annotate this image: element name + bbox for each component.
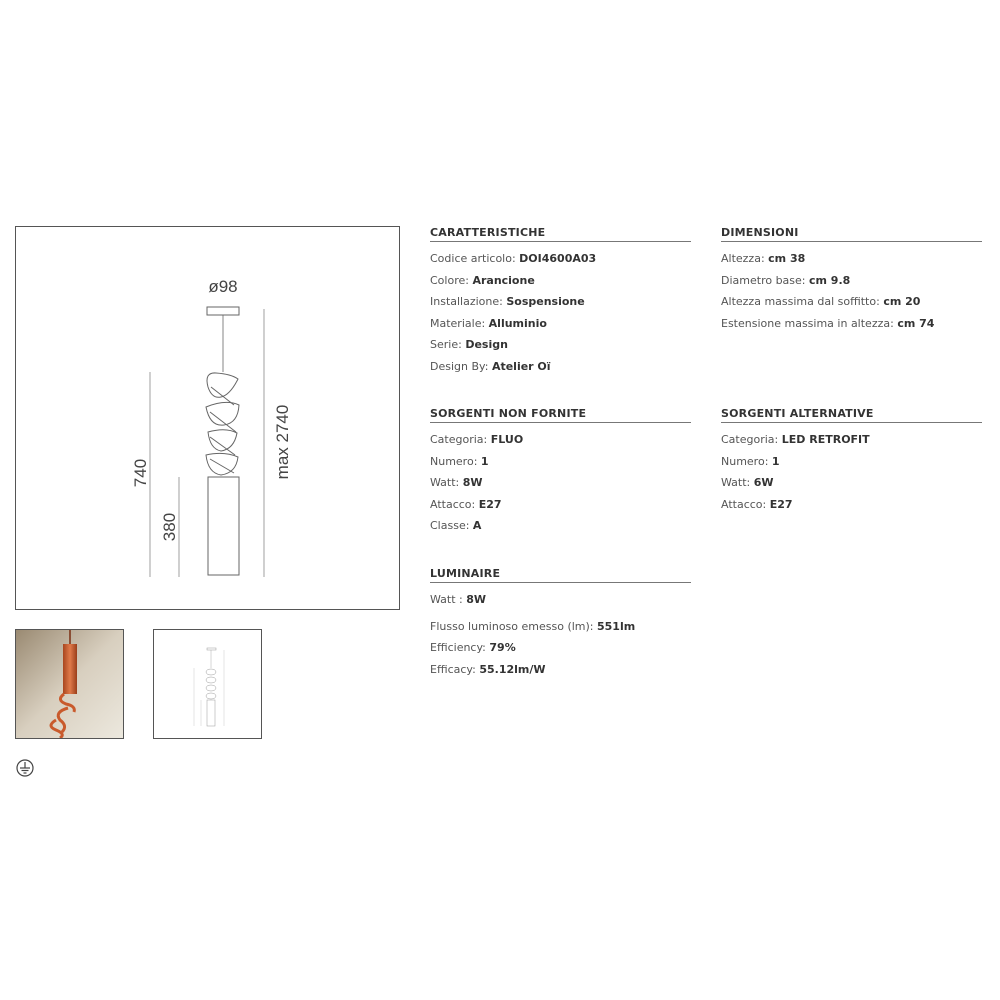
ground-symbol-icon (15, 758, 35, 778)
section-dimensioni (721, 226, 982, 334)
spec-value: cm 38 (768, 252, 806, 265)
section-title-luminaire: LUMINAIRE (430, 567, 691, 583)
spec-row-colore (430, 270, 691, 292)
section-luminaire (430, 567, 691, 680)
spec-row-numero (430, 451, 691, 473)
spec-value: E27 (478, 497, 502, 511)
spec-row-attacco (721, 494, 982, 516)
spec-label: Colore: (430, 273, 473, 287)
spec-row-numero (721, 451, 982, 473)
cylinder-body-shape (208, 477, 239, 575)
product-photo-thumbnail[interactable] (15, 629, 124, 739)
height-max-label: max 2740 (273, 404, 292, 480)
spec-label: Attacco: (721, 497, 770, 511)
spec-row-altezza-max (721, 291, 982, 313)
spec-row-diametro (721, 270, 982, 292)
spec-value: LED RETROFIT (781, 433, 870, 446)
spec-label: Flusso luminoso emesso (lm): (430, 619, 597, 633)
product-photo-svg (16, 630, 123, 738)
spec-value: 79% (489, 641, 516, 654)
spec-value: E27 (769, 497, 793, 511)
spec-value: FLUO (490, 433, 524, 446)
spec-row-materiale (430, 313, 691, 335)
spec-value: Alluminio (488, 316, 547, 330)
spec-value: Sospensione (506, 295, 585, 308)
spec-row-categoria (430, 429, 691, 451)
canopy-shape (207, 307, 239, 315)
spec-label: Watt: (721, 476, 754, 489)
section-title-sorgenti-alternative: SORGENTI ALTERNATIVE (721, 407, 982, 423)
spec-row-efficacy (430, 659, 691, 681)
spec-row-efficiency (430, 637, 691, 659)
drawing-thumbnail-svg (154, 630, 261, 738)
spec-label: Estensione massima in altezza: (721, 316, 898, 330)
spec-row-watt (430, 472, 691, 494)
spec-row-estensione (721, 313, 982, 335)
spec-label: Numero: (721, 454, 772, 468)
spec-label: Design By: (430, 359, 492, 373)
section-title-caratteristiche: CARATTERISTICHE (430, 226, 691, 242)
spec-value: 55.12lm/W (479, 662, 546, 676)
spec-value: 8W (462, 476, 483, 489)
spec-row-codice (430, 248, 691, 270)
spec-value: DOI4600A03 (519, 252, 597, 265)
spec-row-altezza (721, 248, 982, 270)
spec-row-watt (430, 589, 691, 611)
spec-row-serie (430, 334, 691, 356)
spec-value: 8W (466, 593, 487, 606)
section-caratteristiche (430, 226, 691, 377)
spec-label: Materiale: (430, 316, 489, 330)
spec-row-classe (430, 515, 691, 537)
spec-value: cm 20 (883, 295, 921, 308)
spiral-ribbon-shape (206, 373, 239, 475)
spec-value: 6W (753, 476, 774, 489)
spec-label: Altezza massima dal soffitto: (721, 295, 884, 308)
spec-label: Installazione: (430, 295, 507, 308)
spec-value: Design (465, 338, 508, 351)
technical-drawing (15, 226, 400, 610)
spec-row-watt (721, 472, 982, 494)
dimension-drawing-svg (16, 227, 399, 609)
section-sorgenti-non-fornite (430, 407, 691, 537)
spec-label: Codice articolo: (430, 252, 520, 265)
spec-label: Diametro base: (721, 273, 809, 287)
spec-value: 551lm (597, 619, 636, 633)
spec-label: Watt : (430, 593, 467, 606)
spec-value: 1 (480, 454, 489, 468)
section-title-sorgenti-non-fornite: SORGENTI NON FORNITE (430, 407, 691, 423)
section-title-dimensioni: DIMENSIONI (721, 226, 982, 242)
height-total-label: 740 (131, 458, 150, 488)
spec-row-attacco (430, 494, 691, 516)
spec-value: cm 9.8 (809, 273, 851, 287)
height-body-label: 380 (160, 512, 179, 542)
diameter-label: ø98 (208, 277, 238, 296)
spec-value: 1 (771, 454, 780, 468)
spec-row-categoria (721, 429, 982, 451)
spec-label: Serie: (430, 338, 466, 351)
spec-row-flusso (430, 616, 691, 638)
spec-value: Arancione (472, 273, 535, 287)
spec-label: Altezza: (721, 252, 769, 265)
spec-label: Watt: (430, 476, 463, 489)
spec-label: Numero: (430, 454, 481, 468)
spec-row-installazione (430, 291, 691, 313)
spec-value: cm 74 (897, 316, 935, 330)
spec-value: A (472, 519, 482, 532)
section-sorgenti-alternative (721, 407, 982, 515)
spec-label: Efficiency: (430, 641, 490, 654)
spec-row-design-by (430, 356, 691, 378)
spec-label: Efficacy: (430, 662, 480, 676)
spec-label: Attacco: (430, 497, 479, 511)
drawing-thumbnail[interactable] (153, 629, 262, 739)
spec-label: Categoria: (430, 433, 491, 446)
spec-label: Categoria: (721, 433, 782, 446)
spec-label: Classe: (430, 519, 473, 532)
spec-value: Atelier Oï (491, 359, 551, 373)
